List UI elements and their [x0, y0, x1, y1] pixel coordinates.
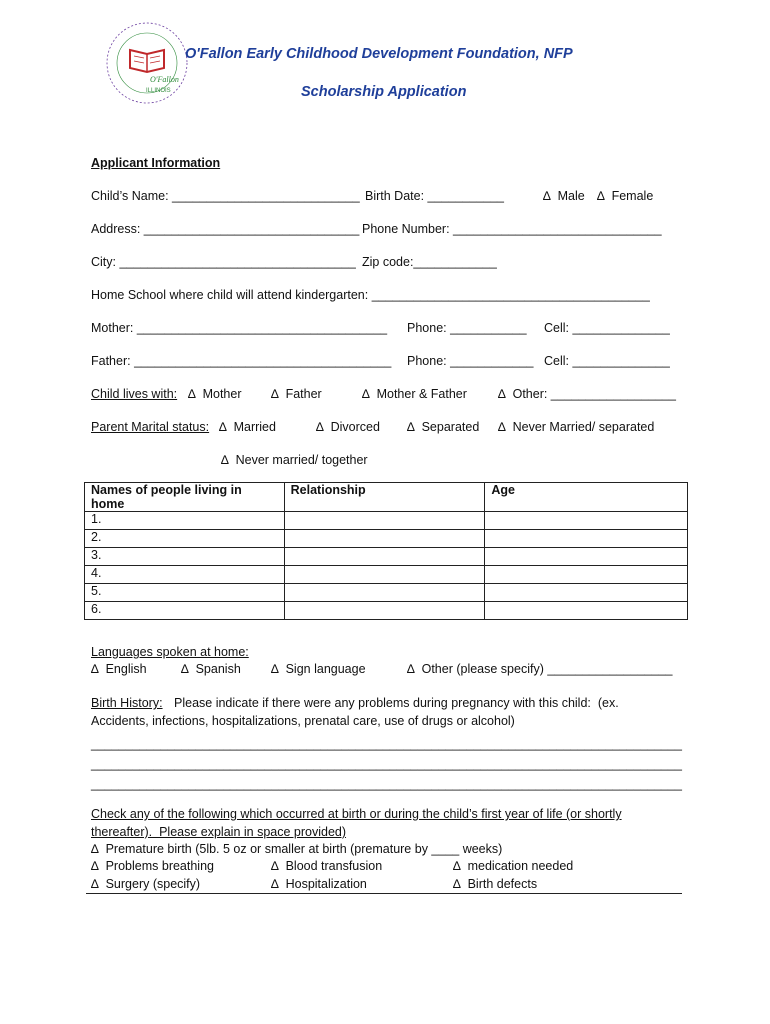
mother-cell-field[interactable]: Cell: ______________ — [544, 321, 670, 335]
first-year-instructions-1: Check any of the following which occurred at birth or during the child’s first year of life (or shortly — [91, 807, 622, 821]
form-title: Scholarship Application — [301, 84, 467, 100]
problems-breathing-checkbox[interactable]: ∆ Problems breathing — [91, 859, 214, 873]
lives-with-mother-checkbox[interactable]: ∆ Mother — [188, 387, 242, 401]
medication-needed-checkbox[interactable]: ∆ medication needed — [453, 859, 574, 873]
lives-with-other-checkbox[interactable]: ∆ Other: __________________ — [498, 387, 676, 401]
age-cell[interactable] — [485, 602, 688, 620]
female-checkbox[interactable]: ∆ Female — [597, 189, 654, 203]
lives-with-label: Child lives with: — [91, 387, 178, 401]
father-cell-field[interactable]: Cell: ______________ — [544, 354, 670, 368]
birth-date-field[interactable]: Birth Date: ___________ — [365, 189, 504, 203]
age-cell[interactable] — [485, 530, 688, 548]
phone-number-field[interactable]: Phone Number: ______________________________ — [362, 222, 662, 236]
age-cell[interactable] — [485, 566, 688, 584]
lives-with-both-checkbox[interactable]: ∆ Mother & Father — [362, 387, 467, 401]
zip-field[interactable]: Zip code:____________ — [362, 255, 497, 269]
father-phone-field[interactable]: Phone: ____________ — [407, 354, 534, 368]
relationship-cell[interactable] — [284, 584, 485, 602]
header-relationship: Relationship — [284, 483, 485, 512]
never-married-together-checkbox[interactable]: ∆ Never married/ together — [221, 453, 368, 467]
city-field[interactable]: City: __________________________________ — [91, 255, 356, 269]
relationship-cell[interactable] — [284, 602, 485, 620]
first-year-instructions-2: thereafter). Please explain in space provided) — [91, 825, 347, 839]
birth-history-text-1: Please indicate if there were any problems during pregnancy with this child: (ex. — [174, 696, 619, 710]
english-checkbox[interactable]: ∆ English — [91, 662, 147, 676]
table-row[interactable] — [85, 584, 688, 602]
table-header-row — [85, 483, 688, 512]
table-row[interactable] — [85, 530, 688, 548]
age-cell[interactable] — [485, 584, 688, 602]
lives-with-father-checkbox[interactable]: ∆ Father — [271, 387, 322, 401]
birth-history-line-3[interactable]: _____________________________________________________________________________________ — [91, 777, 682, 791]
row-number[interactable]: 4. — [85, 566, 285, 584]
birth-history-line-1[interactable]: _____________________________________________________________________________________ — [91, 737, 682, 751]
row-number[interactable]: 3. — [85, 548, 285, 566]
mother-field[interactable]: Mother: ____________________________________ — [91, 321, 388, 335]
mother-phone-field[interactable]: Phone: ___________ — [407, 321, 527, 335]
section-title-applicant: Applicant Information — [91, 156, 221, 170]
languages-label: Languages spoken at home: — [91, 645, 249, 659]
birth-defects-checkbox[interactable]: ∆ Birth defects — [453, 877, 538, 891]
row-number[interactable]: 5. — [85, 584, 285, 602]
spanish-checkbox[interactable]: ∆ Spanish — [181, 662, 241, 676]
child-name-field[interactable]: Child’s Name: ___________________________ — [91, 189, 360, 203]
row-number[interactable]: 1. — [85, 512, 285, 530]
age-cell[interactable] — [485, 512, 688, 530]
surgery-checkbox[interactable]: ∆ Surgery (specify) — [91, 877, 201, 891]
home-school-field[interactable]: Home School where child will attend kindergarten: ________________________________________ — [91, 288, 650, 302]
foundation-logo — [104, 20, 190, 106]
header-age: Age — [485, 483, 688, 512]
svg-text:ILLINOIS: ILLINOIS — [146, 88, 171, 94]
table-row[interactable] — [85, 548, 688, 566]
relationship-cell[interactable] — [284, 530, 485, 548]
table-row[interactable] — [85, 512, 688, 530]
org-title: O'Fallon Early Childhood Development Foundation, NFP — [185, 46, 573, 62]
table-row[interactable] — [85, 566, 688, 584]
hospitalization-checkbox[interactable]: ∆ Hospitalization — [271, 877, 367, 891]
separated-checkbox[interactable]: ∆ Separated — [407, 420, 480, 434]
section-divider — [86, 893, 682, 894]
row-number[interactable]: 2. — [85, 530, 285, 548]
relationship-cell[interactable] — [284, 548, 485, 566]
never-married-separated-checkbox[interactable]: ∆ Never Married/ separated — [498, 420, 655, 434]
relationship-cell[interactable] — [284, 566, 485, 584]
married-checkbox[interactable]: ∆ Married — [219, 420, 276, 434]
sign-language-checkbox[interactable]: ∆ Sign language — [271, 662, 366, 676]
birth-history-label: Birth History: — [91, 696, 163, 710]
marital-status-label: Parent Marital status: — [91, 420, 210, 434]
male-checkbox[interactable]: ∆ Male — [543, 189, 585, 203]
blood-transfusion-checkbox[interactable]: ∆ Blood transfusion — [271, 859, 383, 873]
svg-text:O'Fallon: O'Fallon — [150, 75, 179, 84]
birth-history-text-2: Accidents, infections, hospitalizations, prenatal care, use of drugs or alcohol) — [91, 714, 515, 728]
divorced-checkbox[interactable]: ∆ Divorced — [316, 420, 380, 434]
relationship-cell[interactable] — [284, 512, 485, 530]
birth-history-line-2[interactable]: _____________________________________________________________________________________ — [91, 757, 682, 771]
father-field[interactable]: Father: _____________________________________ — [91, 354, 392, 368]
age-cell[interactable] — [485, 548, 688, 566]
address-field[interactable]: Address: _______________________________ — [91, 222, 360, 236]
row-number[interactable]: 6. — [85, 602, 285, 620]
other-language-checkbox[interactable]: ∆ Other (please specify) __________________ — [407, 662, 673, 676]
premature-birth-checkbox[interactable]: ∆ Premature birth (5lb. 5 oz or smaller at birth (premature by ____ weeks) — [91, 842, 503, 856]
table-row[interactable] — [85, 602, 688, 620]
household-table — [84, 482, 688, 620]
header-names: Names of people living in home — [85, 483, 285, 512]
